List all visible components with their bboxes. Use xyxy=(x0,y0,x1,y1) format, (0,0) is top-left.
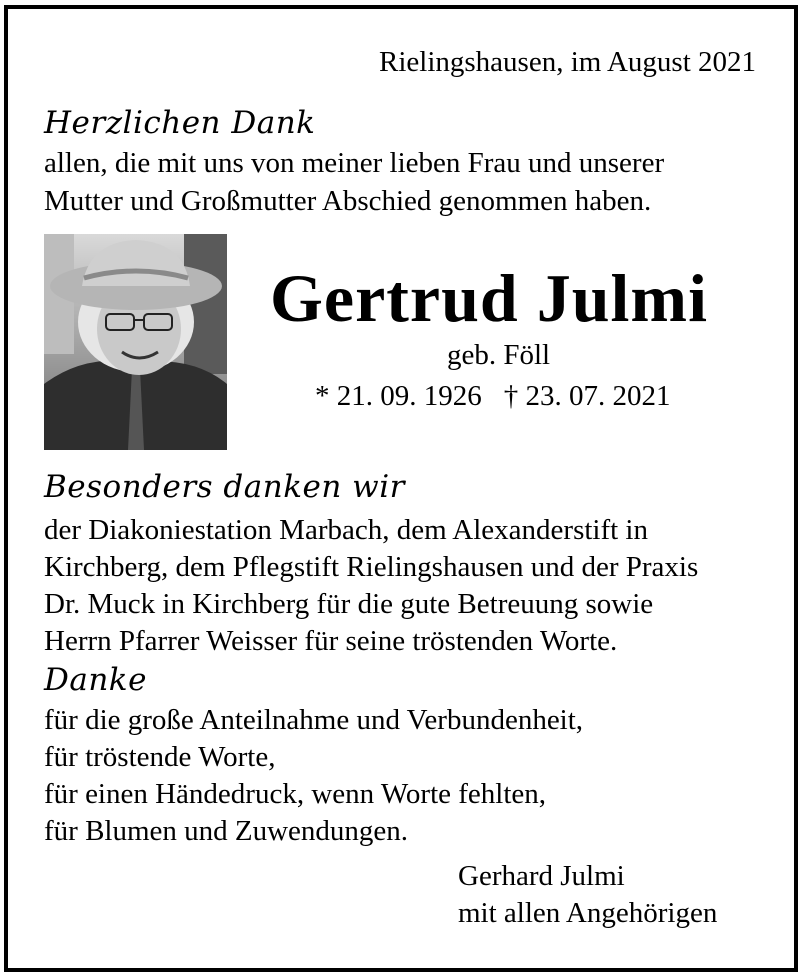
special-thanks-line-1: der Diakoniestation Marbach, dem Alexanderstift in xyxy=(44,514,648,546)
life-dates xyxy=(315,378,671,415)
portrait-image xyxy=(44,234,227,450)
thanks-line-2: für tröstende Worte, xyxy=(44,741,276,773)
thanks-line-4: für Blumen und Zuwendungen. xyxy=(44,815,409,847)
signature-relatives: mit allen Angehörigen xyxy=(458,897,718,929)
birth-date: * 21. 09. 1926 xyxy=(315,380,482,412)
portrait-photo xyxy=(44,234,227,450)
special-thanks-heading: Besonders danken wir xyxy=(44,469,405,505)
intro-line-2: Mutter und Großmutter Abschied genommen haben. xyxy=(44,185,652,217)
intro-line-1: allen, die mit uns von meiner lieben Frau und unserer xyxy=(44,147,665,179)
thanks-heading: Danke xyxy=(44,662,147,698)
death-date: † 23. 07. 2021 xyxy=(503,380,671,412)
thanks-line-1: für die große Anteilnahme und Verbundenheit, xyxy=(44,704,584,736)
special-thanks-line-4: Herrn Pfarrer Weisser für seine tröstenden Worte. xyxy=(44,625,618,657)
thanks-line-3: für einen Händedruck, wenn Worte fehlten, xyxy=(44,778,547,810)
born-name: geb. Föll xyxy=(447,339,551,371)
deceased-name: Gertrud Julmi xyxy=(270,260,708,336)
special-thanks-line-2: Kirchberg, dem Pflegstift Rielingshausen und der Praxis xyxy=(44,551,699,583)
place-date: Rielingshausen, im August 2021 xyxy=(379,46,756,78)
intro-heading: Herzlichen Dank xyxy=(44,105,316,141)
special-thanks-line-3: Dr. Muck in Kirchberg für die gute Betreuung sowie xyxy=(44,588,654,620)
signature-name: Gerhard Julmi xyxy=(458,860,625,892)
